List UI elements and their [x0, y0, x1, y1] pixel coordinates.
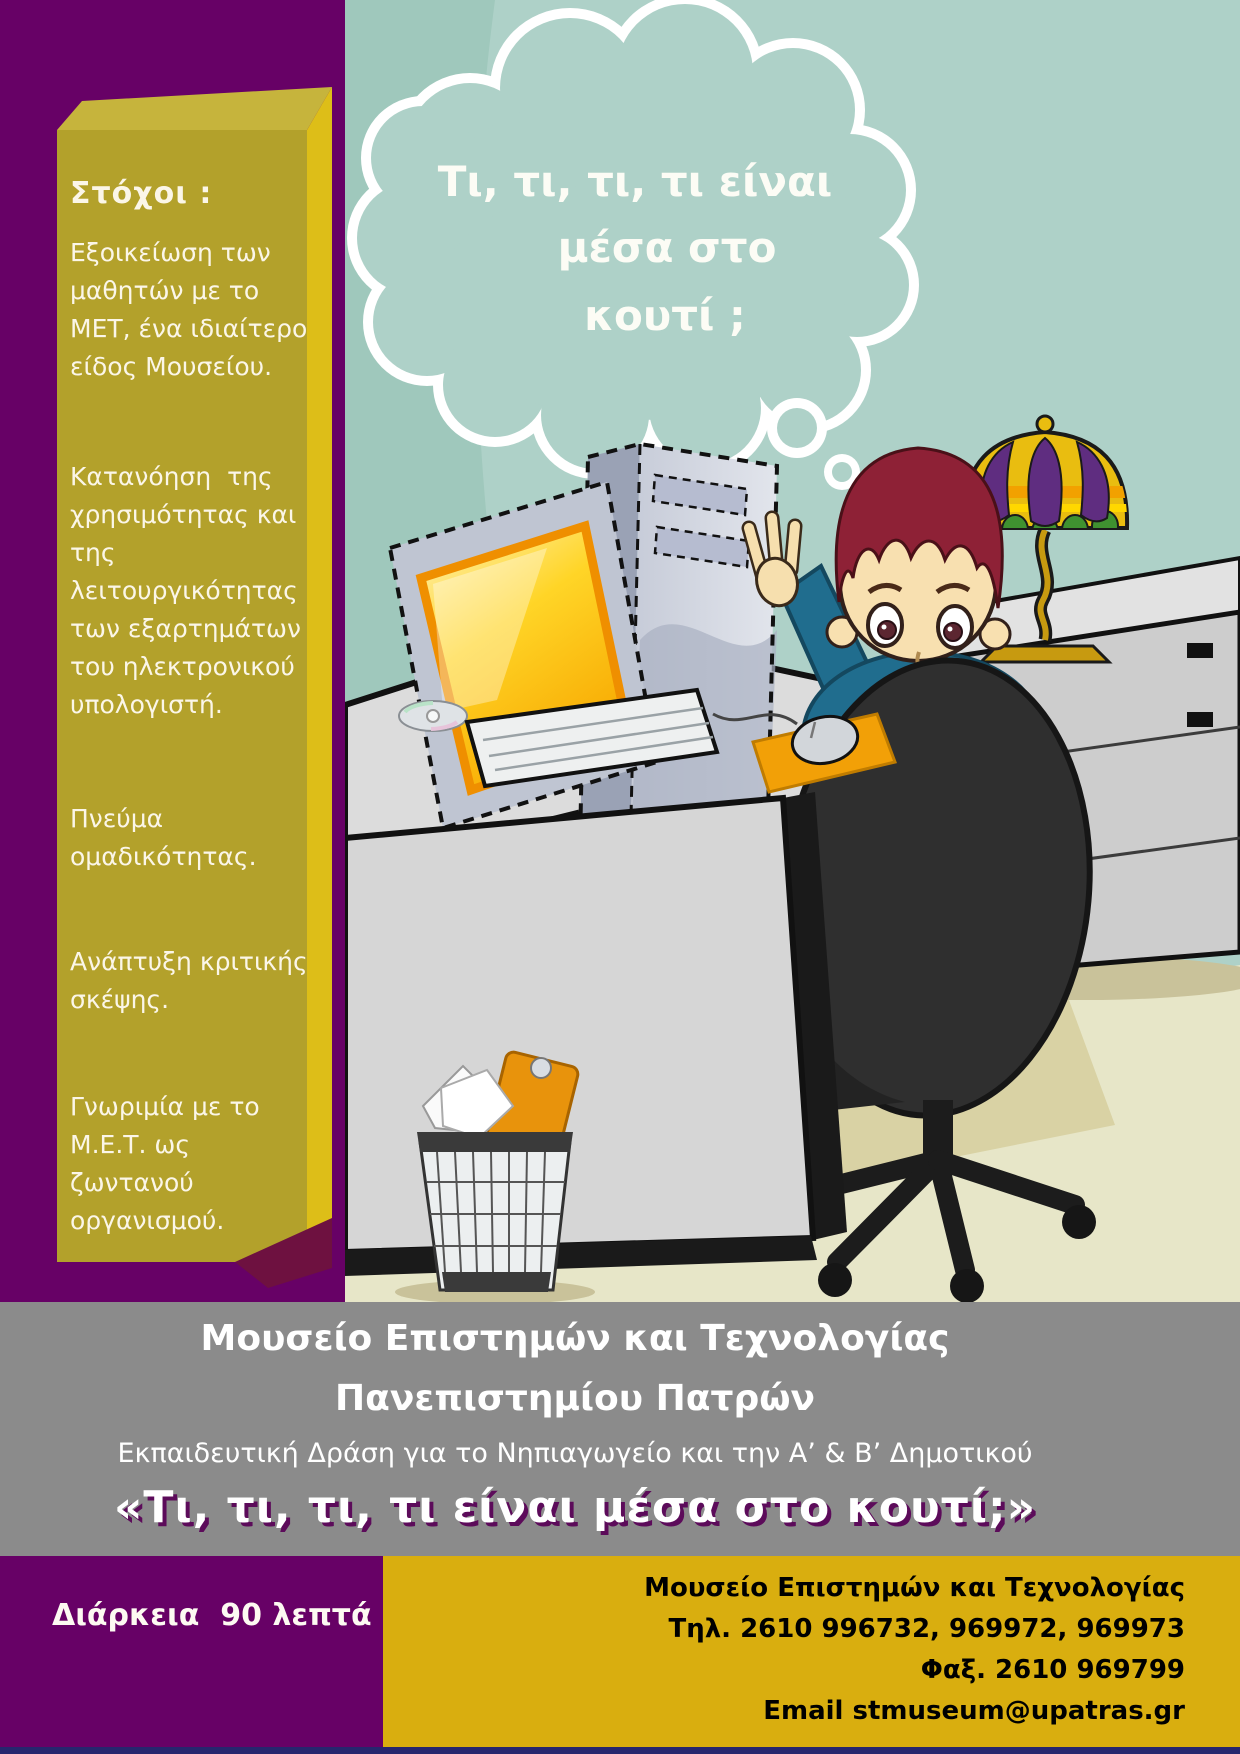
desk-front-panel: [345, 792, 847, 1276]
title-band: [0, 1302, 1240, 1556]
goal-item: Γνωριμία με το Μ.Ε.Τ. ως ζωντανού οργανισμού.: [70, 1092, 260, 1235]
goals-box-top-bevel: [57, 87, 332, 130]
museum-title-line1: Μουσείο Επιστημών και Τεχνολογίας: [200, 1318, 950, 1359]
contact-email: Email stmuseum@upatras.gr: [763, 1696, 1185, 1726]
footer: [0, 1556, 1240, 1754]
goal-item: Ανάπτυξη κριτικής σκέψης.: [70, 947, 308, 1014]
contact-fax: Φαξ. 2610 969799: [920, 1655, 1185, 1685]
goal-item: Πνεύμα ομαδικότητας.: [70, 804, 257, 871]
museum-title-line2: Πανεπιστημίου Πατρών: [334, 1378, 816, 1419]
cloud-text-line1: Τι, τι, τι, τι είναι: [437, 157, 833, 206]
goals-box-right-bevel: [307, 87, 332, 1262]
goal-item: Εξοικείωση των μαθητών με το ΜΕΤ, ένα ιδιαίτερο είδος Μουσείου.: [70, 238, 308, 381]
goals-title: Στόχοι :: [70, 176, 213, 211]
footer-contact-block: [383, 1556, 1240, 1754]
activity-quote: «Τι, τι, τι, τι είναι μέσα στο κουτί;»: [114, 1482, 1036, 1533]
activity-subtitle: Εκπαιδευτική Δράση για το Νηπιαγωγείο και την Α’ & Β’ Δημοτικού: [117, 1438, 1033, 1469]
footer-duration-block: [0, 1556, 383, 1754]
cloud-text-line2: μέσα στο: [557, 223, 777, 272]
goal-item: Κατανόηση της χρησιμότητας και της λειτουργικότητας των εξαρτημάτων του ηλεκτρονικού υπολογιστή.: [70, 462, 301, 719]
duration-label: Διάρκεια 90 λεπτά: [52, 1598, 372, 1633]
contact-name: Μουσείο Επιστημών και Τεχνολογίας: [644, 1573, 1185, 1603]
contact-phone: Τηλ. 2610 996732, 969972, 969973: [668, 1614, 1185, 1644]
cd-disc: [399, 701, 467, 731]
bottom-strip: [0, 1747, 1240, 1754]
contact-info: [644, 1568, 1185, 1732]
sidebar: [0, 0, 345, 1302]
illustration: [345, 0, 1240, 1302]
cloud-text-line3: κουτί ;: [584, 291, 746, 340]
